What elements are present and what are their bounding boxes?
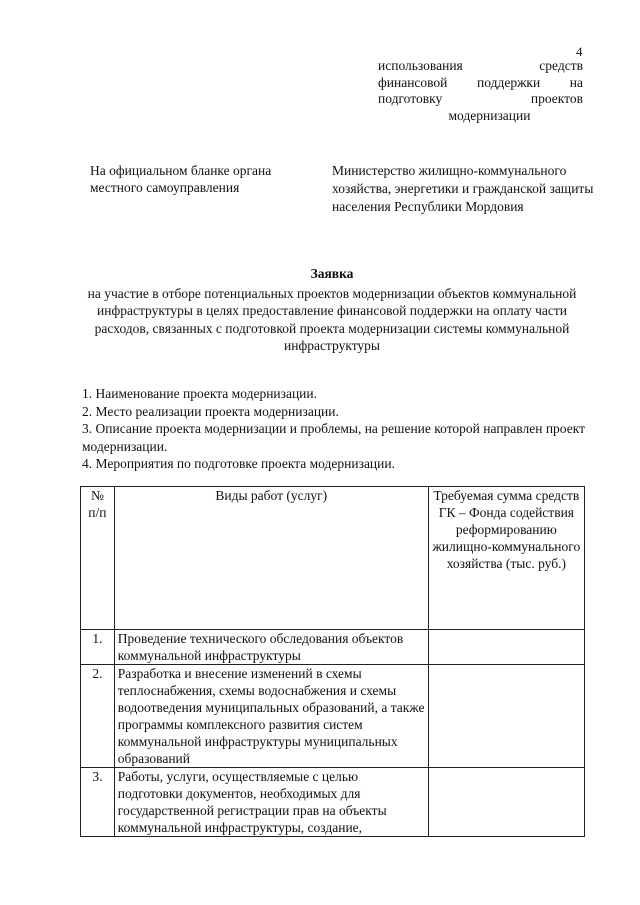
header-works: Виды работ (услуг) (114, 487, 428, 630)
list-item: 2. Место реализации проекта модернизации. (82, 403, 339, 419)
table-row (81, 630, 585, 665)
letterhead-note: На официальном бланке органа местного самоуправления (90, 163, 272, 195)
corner-line: подготовку проектов (378, 91, 583, 106)
corner-reference (378, 58, 583, 124)
application-heading: Заявка (310, 266, 354, 281)
corner-line: финансовой поддержки на (378, 74, 583, 90)
table-row (81, 665, 585, 768)
list-item: 3. Описание проекта модернизации и проблемы, на решение которой направлен проект модернизации. (82, 421, 585, 454)
corner-line: модернизации (448, 107, 531, 123)
row-amount (428, 768, 584, 837)
row-work: Проведение технического обследования объектов коммунальной инфраструктуры (114, 630, 428, 665)
corner-line: использования средств (378, 58, 583, 73)
row-amount (428, 630, 584, 665)
header-num: № п/п (81, 487, 115, 630)
page-number: 4 (576, 44, 583, 59)
addressee: Министерство жилищно-коммунального хозяйства, энергетики и гражданской защиты населения Республики Мордовия (332, 163, 594, 214)
items-list (82, 385, 585, 473)
application-title-block (80, 265, 584, 355)
application-subtitle: на участие в отборе потенциальных проектов модернизации объектов коммунальной инфраструктуры в целях предоставление финансовой поддержки на оплату части расходов, связанных с подготовкой проекта модернизации системы коммунальной инфраструктуры (87, 285, 577, 353)
table-header-row (81, 487, 585, 630)
row-work: Разработка и внесение изменений в схемы теплоснабжения, схемы водоснабжения и схемы водоотведения муниципальных образований, а также программы комплексного развития систем коммунальной инфраструктуры муниципальных образований (114, 665, 428, 768)
works-table (80, 486, 585, 837)
header-amount: Требуемая сумма средств ГК – Фонда содействия реформированию жилищно-коммунального хозяйства (тыс. руб.) (428, 487, 584, 630)
row-work: Работы, услуги, осуществляемые с целью подготовки документов, необходимых для государственной регистрации прав на объекты коммунальной инфраструктуры, создание, (114, 768, 428, 837)
table-row (81, 768, 585, 837)
row-num: 2. (81, 665, 115, 768)
list-item: 1. Наименование проекта модернизации. (82, 386, 318, 401)
row-amount (428, 665, 584, 768)
row-num: 1. (81, 630, 115, 665)
row-num: 3. (81, 768, 115, 837)
list-item: 4. Мероприятия по подготовке проекта модернизации. (82, 456, 395, 471)
